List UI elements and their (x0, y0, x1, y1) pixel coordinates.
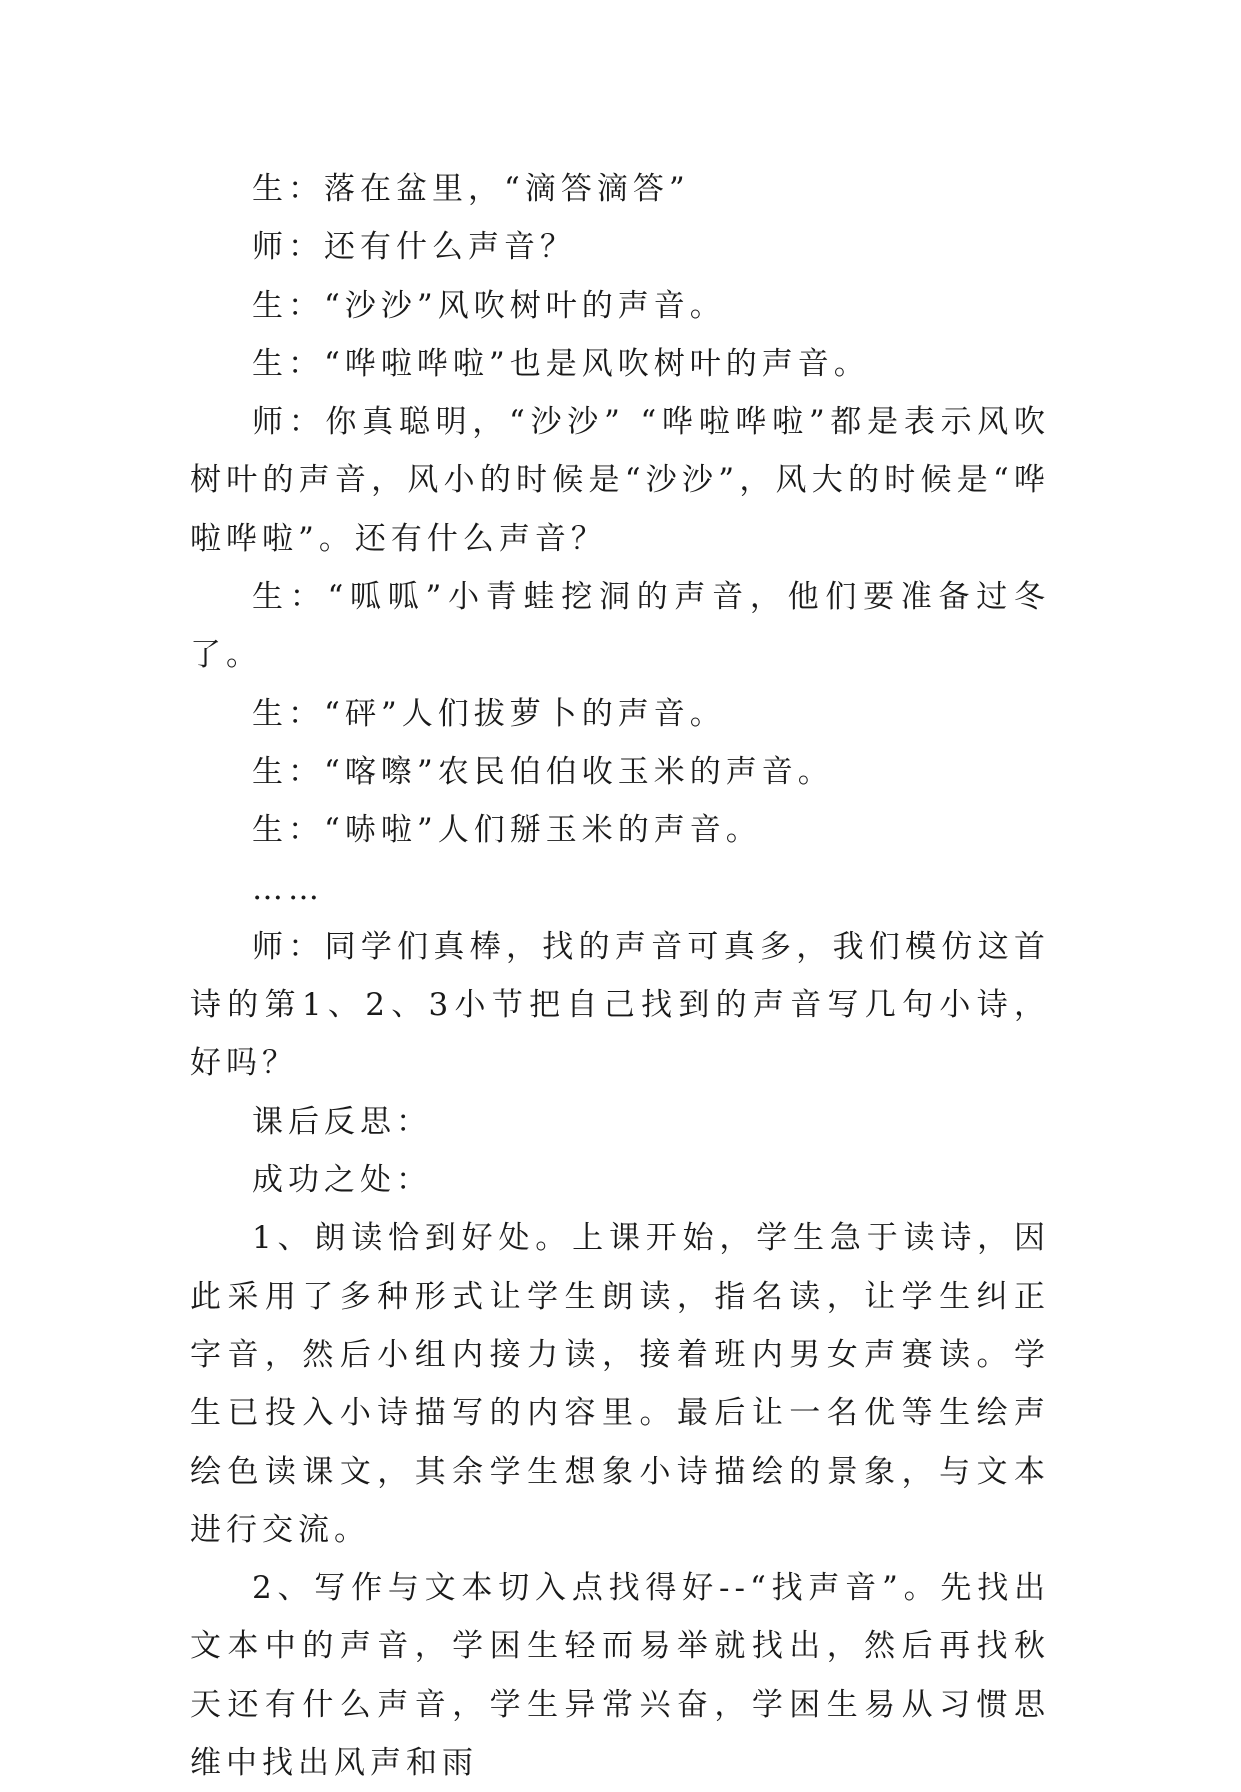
paragraph: 2、写作与文本切入点找得好--“找声音”。先找出文本中的声音，学困生轻而易举就找出，然后再找秋天还有什么声音，学生异常兴奋，学困生易从习惯思维中找出风声和雨 (190, 1570, 1050, 1782)
ellipsis-line: …… (252, 870, 324, 907)
paragraph: 生：“喀嚓”农民伯伯收玉米的声音。 (252, 753, 834, 790)
paragraph: 生：“呱呱”小青蛙挖洞的声音，他们要准备过冬了。 (190, 579, 1050, 674)
paragraph: 生：“哗啦哗啦”也是风吹树叶的声音。 (252, 345, 870, 382)
paragraph: 生：“砰”人们拔萝卜的声音。 (252, 695, 726, 732)
section-heading-successes: 成功之处： (252, 1162, 432, 1199)
paragraph: 1、朗读恰到好处。上课开始，学生急于读诗，因此采用了多种形式让学生朗读，指名读，让学生纠正字音，然后小组内接力读，接着班内男女声赛读。学生已投入小诗描写的内容里。最后让一名优等生绘声绘色读课文，其余学生想象小诗描绘的景象，与文本进行交流。 (190, 1220, 1050, 1548)
paragraph: 师：同学们真棒，找的声音可真多，我们模仿这首诗的第1、2、3小节把自己找到的声音写几句小诗，好吗？ (190, 928, 1050, 1082)
paragraph: 师：还有什么声音？ (252, 229, 576, 266)
paragraph: 生：落在盆里，“滴答滴答” (252, 171, 690, 207)
document-body (190, 160, 1050, 1792)
paragraph: 生：“沙沙”风吹树叶的声音。 (252, 287, 726, 324)
paragraph: 生：“哧啦”人们掰玉米的声音。 (252, 812, 762, 849)
paragraph: 师：你真聪明，“沙沙” “哗啦哗啦”都是表示风吹树叶的声音，风小的时候是“沙沙”，风大的时候是“哗啦哗啦”。还有什么声音？ (190, 404, 1050, 557)
section-heading-reflection: 课后反思： (252, 1103, 432, 1140)
